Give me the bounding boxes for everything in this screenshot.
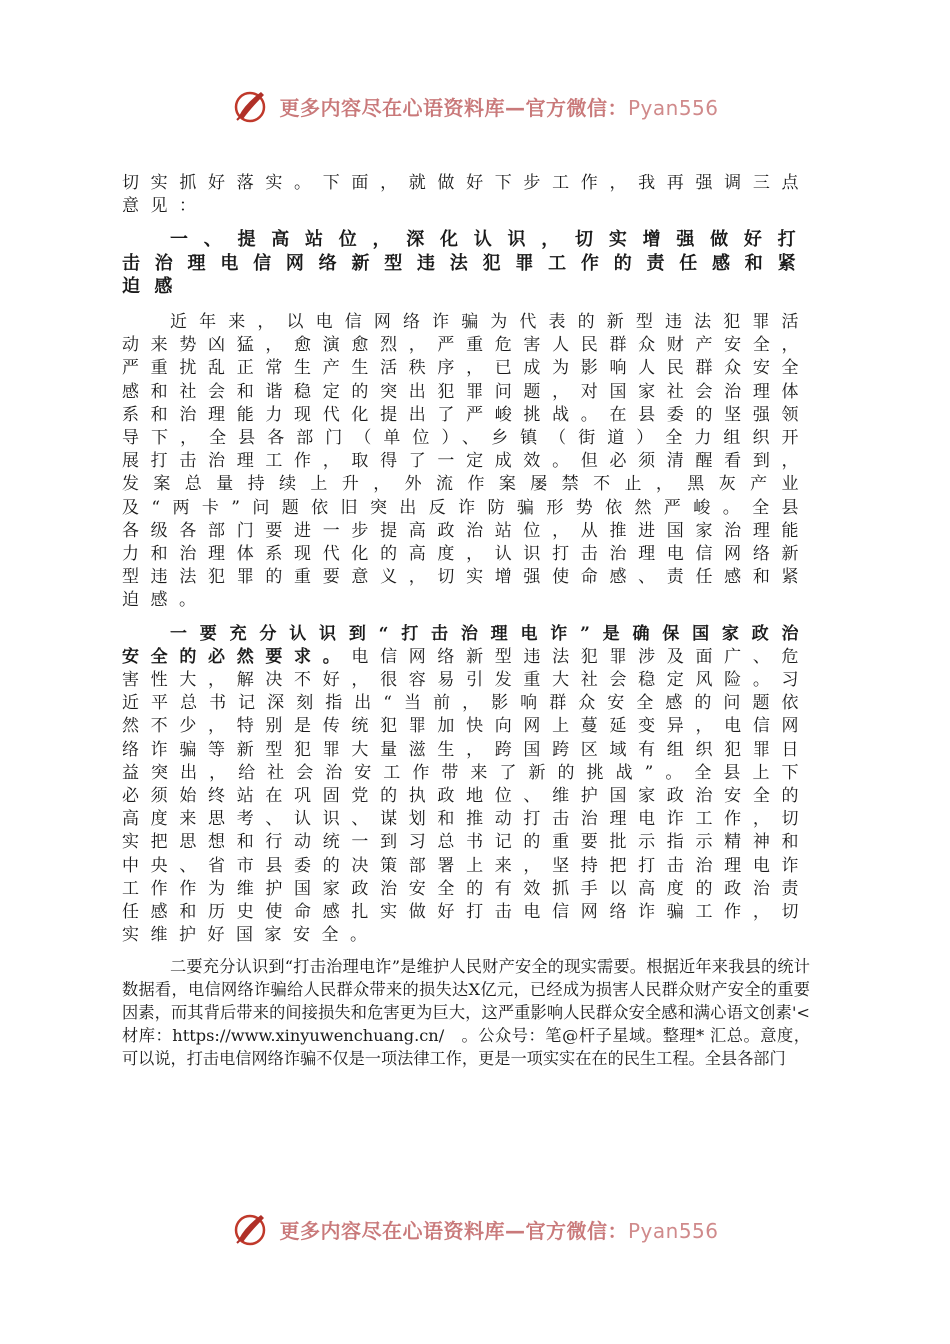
document-body [122,172,810,1070]
banner-text [279,92,718,121]
paragraph-2-body: 电信网络新型违法犯罪涉及面广、危害性大，解决不好，很容易引发重大社会稳定风险。习近平总书记深刻指出“当前，影响群众安全感的问题依然不少，特别是传统犯罪加快向网上蔓延变异，电信网络诈骗等新型犯罪大量滋生，跨国跨区域有组织犯罪日益突出，给社会治安工作带来了新的挑战”。全县上下必须始终站在巩固党的执政地位、维护国家政治安全的高度来思考、认识、谋划和推动打击治理电诈工作，切实把思想和行动统一到习总书记的重要批示指示精神和中央、省市县委的决策部署上来，坚持把打击治理电诈工作作为维护国家政治安全的有效抓手以高度的政治责任感和历史使命感扎实做好打击电信网络诈骗工作，切实维护好国家安全。 [122,646,811,946]
footer-banner [0,1207,950,1251]
banner-title: 更多内容尽在心语资料库—官方微信： [279,1218,628,1243]
section-heading-1: 一、提高站位，深化认识，切实增强做好打击治理电信网络新型违法犯罪工作的责任感和紧迫感 [122,229,810,298]
banner-text [279,1215,718,1244]
paragraph-1: 近年来，以电信网络诈骗为代表的新型违法犯罪活动来势凶猛，愈演愈烈，严重危害人民群众财产安全，严重扰乱正常生产生活秩序，已成为影响人民群众安全感和社会和谐稳定的突出犯罪问题，对国家社会治理体系和治理能力现代化提出了严峻挑战。在县委的坚强领导下，全县各部门（单位）、乡镇（街道）全力组织开展打击治理工作，取得了一定成效。但必须清醒看到，发案总量持续上升，外流作案屡禁不止，黑灰产业及“两卡”问题依旧突出反诈防骗形势依然严峻。全县各级各部门要进一步提高政治站位，从推进国家治理能力和治理体系现代化的高度，认识打击治理电信网络新型违法犯罪的重要意义，切实增强使命感、责任感和紧迫感。 [122,311,810,611]
paragraph-2 [122,623,810,948]
banner-handle: Pyan556 [627,1218,719,1243]
banner-title: 更多内容尽在心语资料库—官方微信： [279,95,628,120]
pen-logo-icon [231,86,271,126]
intro-paragraph: 切实抓好落实。下面，就做好下步工作，我再强调三点意见： [122,173,810,217]
banner-handle: Pyan556 [627,95,719,120]
pen-logo-icon [231,1209,271,1249]
header-banner [0,84,950,128]
paragraph-2-lead: 一要充分认识到“打击治理电诈”是确保国家政治安全的必然要求。 [122,623,810,667]
paragraph-3: 二要充分认识到“打击治理电诈”是维护人民财产安全的现实需要。根据近年来我县的统计数据看，电信网络诈骗给人民群众带来的损失达X亿元，已经成为损害人民群众财产安全的重要因素，而其背后带来的间接损失和危害更为巨大，这严重影响人民群众安全感和满心语文创素'< 材库：https://www.xinyuwenchuang.cn/ 。公众号：笔@杆子星域。整理* 汇总。意度，可以说，打击电信网络诈骗不仅是一项法律工作，更是一项实实在在的民生工程。全县各部门 [122,957,810,1069]
